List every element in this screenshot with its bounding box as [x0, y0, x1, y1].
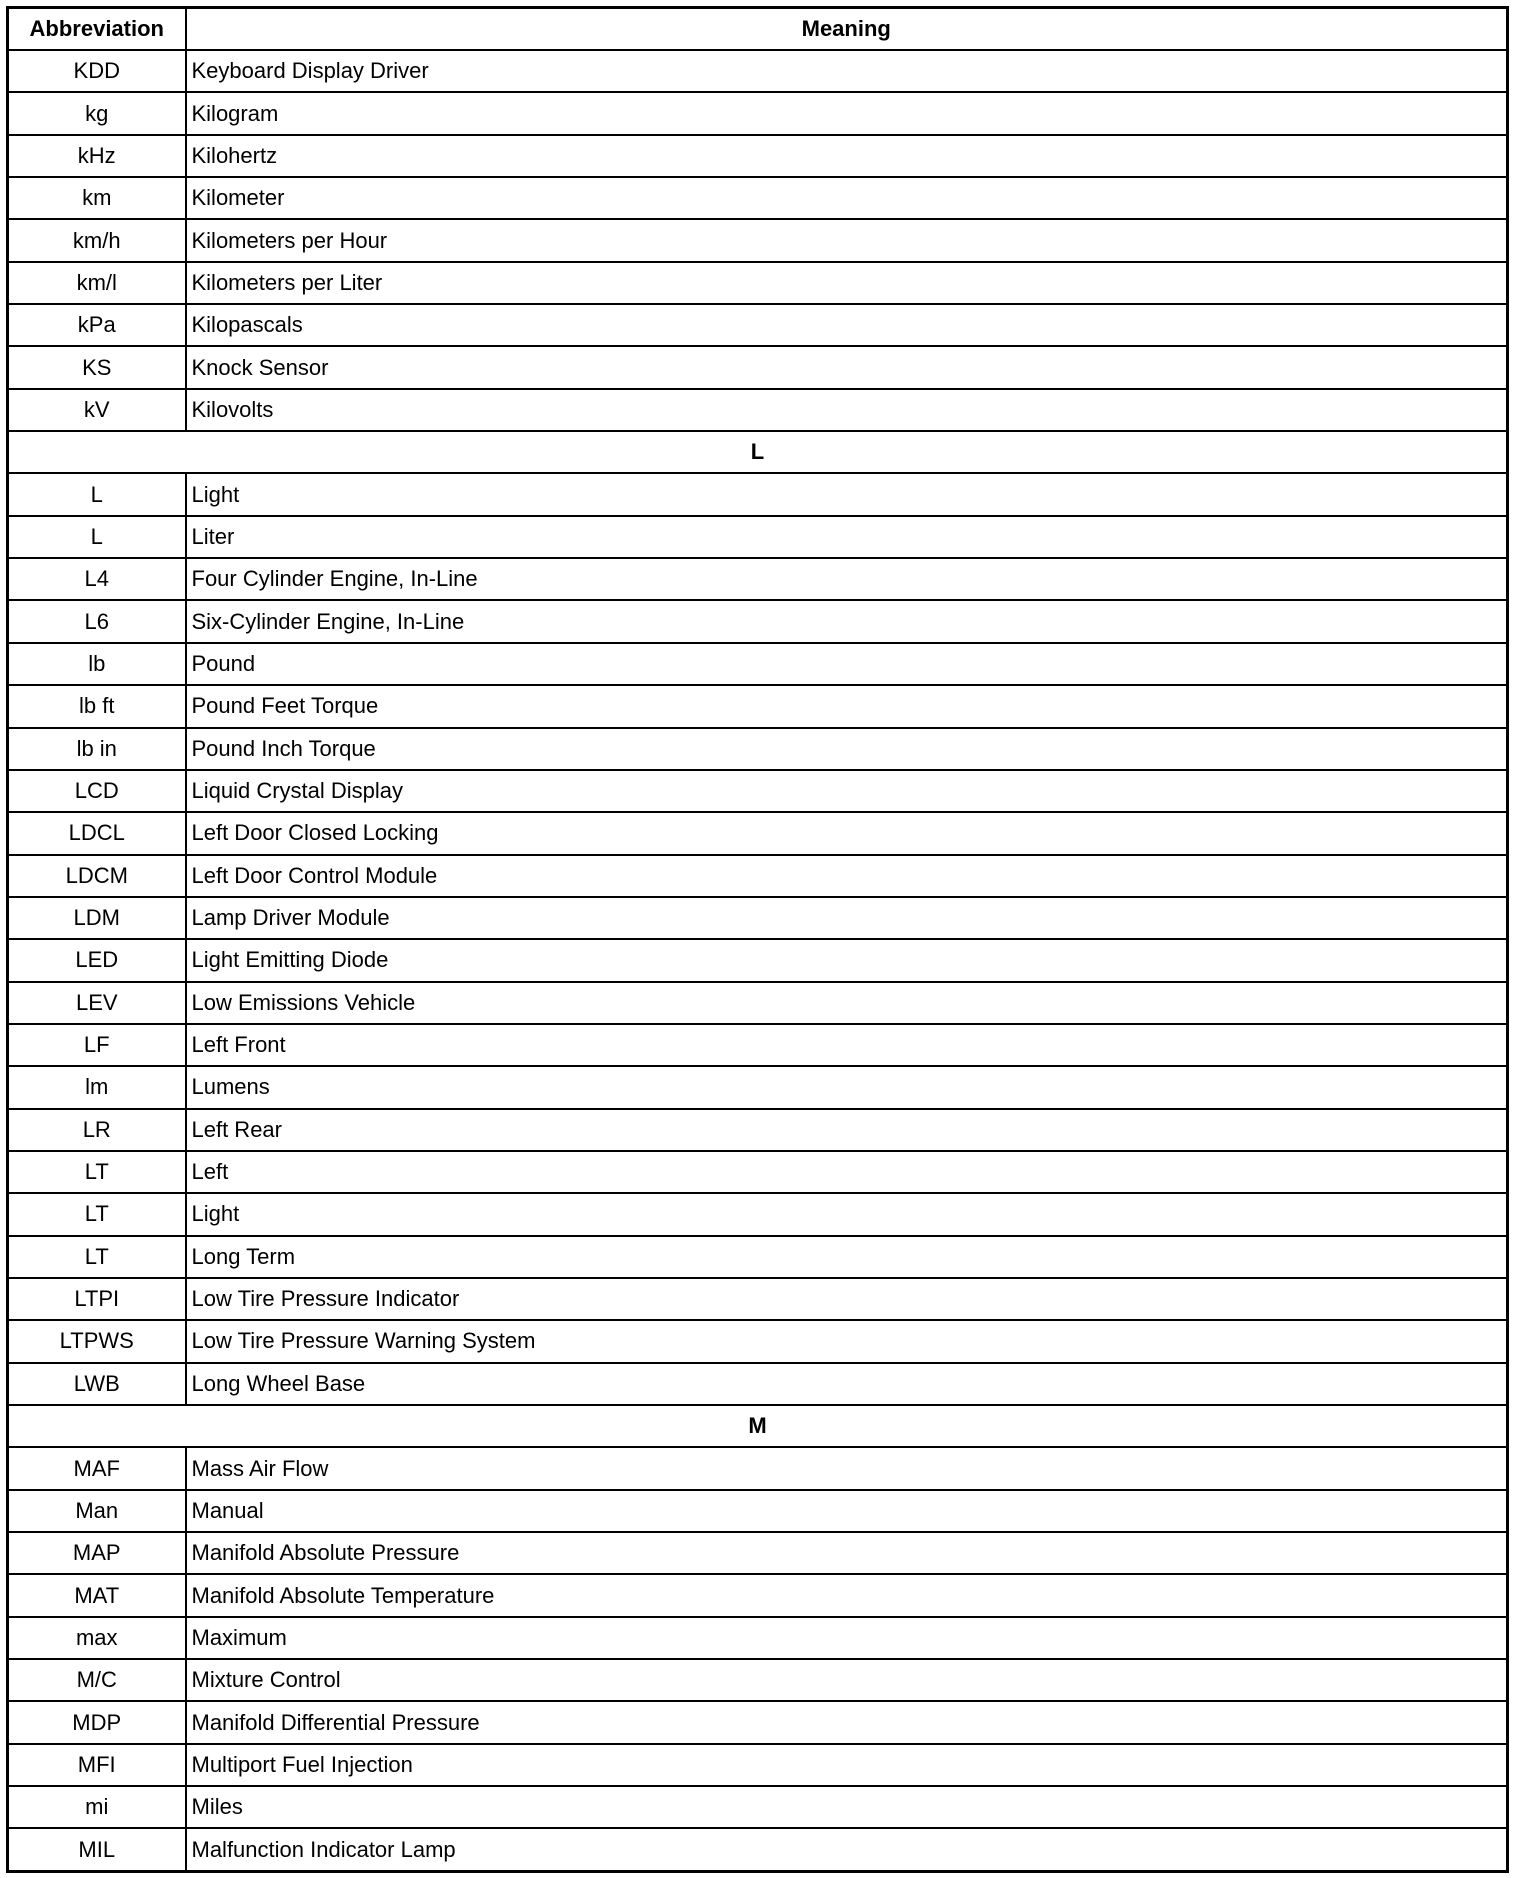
abbreviation-cell: km/l	[8, 262, 186, 304]
abbreviation-cell: lm	[8, 1066, 186, 1108]
table-row	[8, 685, 1508, 727]
table-body	[8, 50, 1508, 1872]
meaning-cell: Left Door Closed Locking	[186, 812, 1508, 854]
meaning-cell: Kilovolts	[186, 389, 1508, 431]
abbreviation-cell: max	[8, 1617, 186, 1659]
table-row	[8, 346, 1508, 388]
meaning-cell: Mass Air Flow	[186, 1447, 1508, 1489]
meaning-cell: Light	[186, 473, 1508, 515]
meaning-cell: Manual	[186, 1490, 1508, 1532]
table-row	[8, 1193, 1508, 1235]
header-meaning: Meaning	[186, 8, 1508, 51]
meaning-cell: Left Front	[186, 1024, 1508, 1066]
abbreviation-cell: LWB	[8, 1363, 186, 1405]
table-row	[8, 516, 1508, 558]
meaning-cell: Knock Sensor	[186, 346, 1508, 388]
abbreviation-cell: LT	[8, 1193, 186, 1235]
table-row	[8, 643, 1508, 685]
abbreviation-cell: MAP	[8, 1532, 186, 1574]
abbreviation-cell: lb	[8, 643, 186, 685]
abbreviation-cell: MFI	[8, 1744, 186, 1786]
meaning-cell: Low Tire Pressure Indicator	[186, 1278, 1508, 1320]
abbreviation-cell: L4	[8, 558, 186, 600]
abbreviation-cell: LED	[8, 939, 186, 981]
meaning-cell: Four Cylinder Engine, In-Line	[186, 558, 1508, 600]
table-row	[8, 1659, 1508, 1701]
table-row	[8, 135, 1508, 177]
meaning-cell: Long Wheel Base	[186, 1363, 1508, 1405]
meaning-cell: Liquid Crystal Display	[186, 770, 1508, 812]
header-row	[8, 8, 1508, 51]
abbreviation-cell: MAT	[8, 1574, 186, 1616]
abbreviation-cell: LTPI	[8, 1278, 186, 1320]
meaning-cell: Light	[186, 1193, 1508, 1235]
abbreviation-cell: lb ft	[8, 685, 186, 727]
table-row	[8, 389, 1508, 431]
abbreviation-cell: LF	[8, 1024, 186, 1066]
abbreviation-table	[6, 6, 1509, 1873]
abbreviation-cell: LT	[8, 1236, 186, 1278]
table-row	[8, 304, 1508, 346]
table-row	[8, 770, 1508, 812]
table-row	[8, 1447, 1508, 1489]
meaning-cell: Pound Feet Torque	[186, 685, 1508, 727]
meaning-cell: Liter	[186, 516, 1508, 558]
table-row	[8, 1828, 1508, 1871]
section-letter: M	[8, 1405, 1508, 1447]
table-row	[8, 982, 1508, 1024]
abbreviation-cell: MIL	[8, 1828, 186, 1871]
abbreviation-cell: kV	[8, 389, 186, 431]
abbreviation-cell: LDM	[8, 897, 186, 939]
meaning-cell: Mixture Control	[186, 1659, 1508, 1701]
meaning-cell: Maximum	[186, 1617, 1508, 1659]
abbreviation-cell: KS	[8, 346, 186, 388]
table-row	[8, 558, 1508, 600]
meaning-cell: Malfunction Indicator Lamp	[186, 1828, 1508, 1871]
meaning-cell: Multiport Fuel Injection	[186, 1744, 1508, 1786]
abbreviation-cell: LDCL	[8, 812, 186, 854]
abbreviation-cell: km	[8, 177, 186, 219]
abbreviation-cell: L6	[8, 600, 186, 642]
abbreviation-cell: LCD	[8, 770, 186, 812]
meaning-cell: Miles	[186, 1786, 1508, 1828]
meaning-cell: Left	[186, 1151, 1508, 1193]
table-row	[8, 1490, 1508, 1532]
table-row	[8, 855, 1508, 897]
abbreviation-cell: LR	[8, 1109, 186, 1151]
meaning-cell: Left Door Control Module	[186, 855, 1508, 897]
table-row	[8, 473, 1508, 515]
abbreviation-cell: LEV	[8, 982, 186, 1024]
abbreviation-cell: mi	[8, 1786, 186, 1828]
section-header-row	[8, 1405, 1508, 1447]
meaning-cell: Manifold Absolute Pressure	[186, 1532, 1508, 1574]
abbreviation-cell: kPa	[8, 304, 186, 346]
abbreviation-cell: lb in	[8, 728, 186, 770]
meaning-cell: Kilometer	[186, 177, 1508, 219]
table-row	[8, 1532, 1508, 1574]
meaning-cell: Pound Inch Torque	[186, 728, 1508, 770]
meaning-cell: Manifold Absolute Temperature	[186, 1574, 1508, 1616]
table-row	[8, 812, 1508, 854]
abbreviation-cell: LDCM	[8, 855, 186, 897]
meaning-cell: Keyboard Display Driver	[186, 50, 1508, 92]
table-row	[8, 219, 1508, 261]
abbreviation-cell: M/C	[8, 1659, 186, 1701]
table-row	[8, 1278, 1508, 1320]
header-abbreviation: Abbreviation	[8, 8, 186, 51]
meaning-cell: Light Emitting Diode	[186, 939, 1508, 981]
abbreviation-cell: MAF	[8, 1447, 186, 1489]
meaning-cell: Lamp Driver Module	[186, 897, 1508, 939]
meaning-cell: Low Emissions Vehicle	[186, 982, 1508, 1024]
table-row	[8, 177, 1508, 219]
abbreviation-cell: L	[8, 516, 186, 558]
meaning-cell: Long Term	[186, 1236, 1508, 1278]
abbreviation-cell: km/h	[8, 219, 186, 261]
table-row	[8, 1701, 1508, 1743]
table-row	[8, 1066, 1508, 1108]
meaning-cell: Lumens	[186, 1066, 1508, 1108]
abbreviation-cell: kg	[8, 92, 186, 134]
abbreviation-cell: L	[8, 473, 186, 515]
meaning-cell: Kilometers per Liter	[186, 262, 1508, 304]
table-row	[8, 92, 1508, 134]
table-row	[8, 1744, 1508, 1786]
abbreviation-cell: MDP	[8, 1701, 186, 1743]
table-row	[8, 897, 1508, 939]
table-row	[8, 1617, 1508, 1659]
table-row	[8, 939, 1508, 981]
table-row	[8, 1320, 1508, 1362]
meaning-cell: Kilometers per Hour	[186, 219, 1508, 261]
table-row	[8, 1786, 1508, 1828]
table-row	[8, 262, 1508, 304]
section-letter: L	[8, 431, 1508, 473]
table-row	[8, 728, 1508, 770]
table-row	[8, 1363, 1508, 1405]
abbreviation-cell: KDD	[8, 50, 186, 92]
meaning-cell: Six-Cylinder Engine, In-Line	[186, 600, 1508, 642]
meaning-cell: Kilohertz	[186, 135, 1508, 177]
table-row	[8, 1024, 1508, 1066]
table-row	[8, 50, 1508, 92]
meaning-cell: Kilogram	[186, 92, 1508, 134]
meaning-cell: Low Tire Pressure Warning System	[186, 1320, 1508, 1362]
meaning-cell: Kilopascals	[186, 304, 1508, 346]
abbreviation-cell: Man	[8, 1490, 186, 1532]
table-row	[8, 600, 1508, 642]
abbreviation-cell: LT	[8, 1151, 186, 1193]
table-row	[8, 1574, 1508, 1616]
meaning-cell: Pound	[186, 643, 1508, 685]
meaning-cell: Manifold Differential Pressure	[186, 1701, 1508, 1743]
abbreviation-cell: kHz	[8, 135, 186, 177]
table-row	[8, 1236, 1508, 1278]
abbreviation-cell: LTPWS	[8, 1320, 186, 1362]
meaning-cell: Left Rear	[186, 1109, 1508, 1151]
table-row	[8, 1151, 1508, 1193]
section-header-row	[8, 431, 1508, 473]
table-row	[8, 1109, 1508, 1151]
